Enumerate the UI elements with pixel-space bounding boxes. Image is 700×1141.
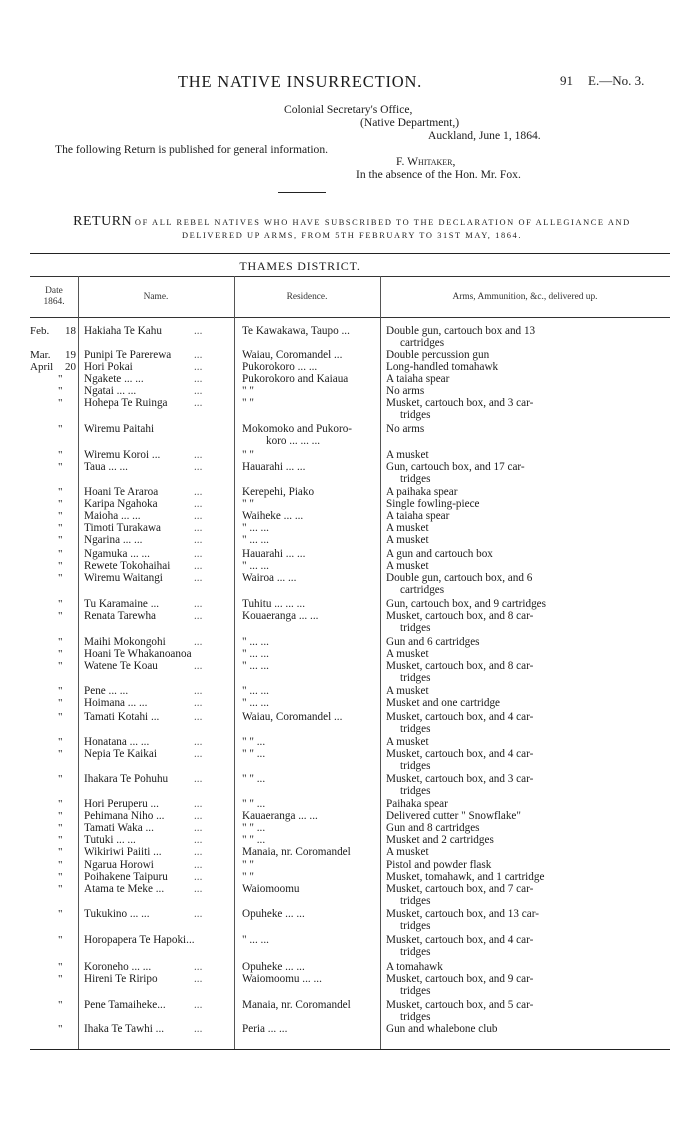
- row-name: Tamati Kotahi ...: [84, 711, 160, 723]
- row-name: Hoani Te Whakanoanoa: [84, 648, 192, 660]
- row-date: ": [58, 572, 63, 584]
- row-residence: Tuhitu ... ... ...: [242, 598, 306, 610]
- row-name: Hoimana ... ...: [84, 697, 148, 709]
- row-date: ": [58, 685, 63, 697]
- row-arms: Double gun, cartouch box, and 6: [386, 572, 533, 584]
- row-date: ": [58, 1023, 63, 1035]
- row-name: Tu Karamaine ...: [84, 598, 160, 610]
- name-leader-dots: ...: [194, 522, 203, 534]
- name-leader-dots: ...: [194, 999, 203, 1011]
- row-residence: " ... ...: [242, 560, 269, 572]
- row-arms-continued: tridges: [400, 408, 431, 421]
- row-arms: A paihaka spear: [386, 486, 458, 498]
- row-residence: " " ...: [242, 773, 266, 785]
- row-name: Atama te Meke ...: [84, 883, 165, 895]
- name-leader-dots: ...: [194, 660, 203, 672]
- row-arms: Double gun, cartouch box and 13: [386, 325, 536, 337]
- row-residence: " ... ...: [242, 934, 269, 946]
- column-header-name: Name.: [143, 291, 169, 302]
- name-leader-dots: ...: [194, 385, 203, 397]
- row-residence: " ": [242, 397, 254, 409]
- name-leader-dots: ...: [194, 883, 203, 895]
- row-date: ": [58, 522, 63, 534]
- row-residence: " ": [242, 498, 254, 510]
- row-name: Wiremu Waitangi: [84, 572, 163, 584]
- name-leader-dots: ...: [194, 397, 203, 409]
- row-name: Rewete Tokohaihai: [84, 560, 171, 572]
- row-arms-continued: tridges: [400, 621, 431, 634]
- row-name: Karipa Ngahoka: [84, 498, 158, 510]
- name-leader-dots: ...: [194, 560, 203, 572]
- row-date: ": [58, 748, 63, 760]
- office-line-3: Auckland, June 1, 1864.: [428, 129, 541, 142]
- row-residence: Kerepehi, Piako: [242, 486, 315, 498]
- name-leader-dots: ...: [194, 449, 203, 461]
- row-residence: Hauarahi ... ...: [242, 548, 306, 560]
- row-date: ": [58, 510, 63, 522]
- row-residence: Waiomoomu: [242, 883, 300, 895]
- row-name: Maihi Mokongohi: [84, 636, 166, 648]
- name-leader-dots: ...: [194, 846, 203, 858]
- row-residence: Manaia, nr. Coromandel: [242, 846, 351, 858]
- row-name: Hori Pokai: [84, 361, 133, 373]
- row-arms: A musket: [386, 534, 429, 546]
- name-leader-dots: ...: [194, 610, 203, 622]
- row-arms-continued: tridges: [400, 722, 431, 735]
- date-month: April: [30, 361, 54, 373]
- row-name: Renata Tarewha: [84, 610, 157, 622]
- row-name: Ngamuka ... ...: [84, 548, 150, 560]
- row-arms: Pistol and powder flask: [386, 859, 492, 871]
- row-date: ": [58, 373, 63, 385]
- row-name: Punipi Te Parerewa: [84, 349, 172, 361]
- row-arms: A taiaha spear: [386, 373, 450, 385]
- row-arms: A taiaha spear: [386, 510, 450, 522]
- row-arms: Musket, cartouch box, and 8 car-: [386, 610, 534, 622]
- row-residence: " ": [242, 385, 254, 397]
- office-line-1: Colonial Secretary's Office,: [284, 103, 413, 116]
- row-residence: " " ...: [242, 822, 266, 834]
- row-arms: Musket, cartouch box, and 13 car-: [386, 908, 539, 920]
- row-arms: Musket, cartouch box, and 4 car-: [386, 748, 534, 760]
- name-leader-dots: ...: [194, 859, 203, 871]
- row-arms: A musket: [386, 685, 429, 697]
- row-date: ": [58, 449, 63, 461]
- row-arms: Musket, cartouch box, and 9 car-: [386, 973, 534, 985]
- row-name: Hakiaha Te Kahu: [84, 325, 162, 337]
- row-arms-continued: tridges: [400, 945, 431, 958]
- row-residence: " " ...: [242, 748, 266, 760]
- row-arms: Gun, cartouch box, and 9 cartridges: [386, 598, 546, 610]
- column-header-arms: Arms, Ammunition, &c., delivered up.: [452, 291, 598, 302]
- row-name: Taua ... ...: [84, 461, 128, 473]
- date-day: 19: [65, 349, 76, 361]
- row-arms: A musket: [386, 846, 429, 858]
- row-arms: A musket: [386, 736, 429, 748]
- row-date: ": [58, 773, 63, 785]
- row-date: ": [58, 711, 63, 723]
- row-arms: A musket: [386, 449, 429, 461]
- column-divider: [78, 276, 79, 1049]
- date-header-line-1: Date: [45, 286, 63, 296]
- row-name: Poihakene Taipuru: [84, 871, 168, 883]
- row-arms-continued: tridges: [400, 894, 431, 907]
- row-arms-continued: cartridges: [400, 583, 445, 596]
- row-name: Wikiriwi Paiiti ...: [84, 846, 162, 858]
- row-date: ": [58, 534, 63, 546]
- name-leader-dots: ...: [194, 973, 203, 985]
- row-residence: Waiomoomu ... ...: [242, 973, 322, 985]
- row-name: Hoani Te Araroa: [84, 486, 159, 498]
- return-lead: RETURN: [73, 214, 133, 229]
- row-residence: " ... ...: [242, 648, 269, 660]
- name-leader-dots: ...: [194, 1023, 203, 1035]
- row-residence: " ... ...: [242, 522, 269, 534]
- name-leader-dots: ...: [194, 961, 203, 973]
- date-day: 18: [65, 325, 76, 337]
- row-name: Pene Tamaiheke...: [84, 999, 166, 1011]
- table-header: [30, 276, 670, 318]
- document-reference: E.—No. 3.: [588, 73, 645, 88]
- name-leader-dots: ...: [194, 510, 203, 522]
- row-arms: Musket and 2 cartridges: [386, 834, 494, 846]
- row-arms-continued: tridges: [400, 759, 431, 772]
- row-arms-continued: tridges: [400, 1010, 431, 1023]
- row-date: ": [58, 423, 63, 435]
- row-arms: A musket: [386, 560, 429, 572]
- row-arms: A tomahawk: [386, 961, 443, 973]
- row-residence: Peria ... ...: [242, 1023, 288, 1035]
- row-date: ": [58, 461, 63, 473]
- district-heading: THAMES DISTRICT.: [239, 259, 361, 273]
- row-arms-continued: tridges: [400, 919, 431, 932]
- row-name: Hireni Te Riripo: [84, 973, 158, 985]
- row-arms: No arms: [386, 423, 425, 435]
- column-divider: [234, 276, 235, 1049]
- name-leader-dots: ...: [194, 697, 203, 709]
- row-date: ": [58, 908, 63, 920]
- row-date: ": [58, 598, 63, 610]
- row-residence: " ": [242, 449, 254, 461]
- row-date: ": [58, 486, 63, 498]
- row-date: ": [58, 822, 63, 834]
- date-day: 20: [65, 361, 76, 373]
- row-arms: Gun, cartouch box, and 17 car-: [386, 461, 525, 473]
- row-date: ": [58, 397, 63, 409]
- name-leader-dots: ...: [194, 498, 203, 510]
- row-arms: Long-handled tomahawk: [386, 361, 499, 373]
- row-date: ": [58, 859, 63, 871]
- row-residence: " " ...: [242, 736, 266, 748]
- row-date: ": [58, 961, 63, 973]
- row-residence: Wairoa ... ...: [242, 572, 297, 584]
- name-leader-dots: ...: [194, 598, 203, 610]
- row-date: ": [58, 798, 63, 810]
- row-name: Koroneho ... ...: [84, 961, 152, 973]
- row-arms: Musket and one cartridge: [386, 697, 501, 709]
- row-date: ": [58, 871, 63, 883]
- date-header-line-2: 1864.: [43, 297, 65, 307]
- row-name: Tutuki ... ...: [84, 834, 136, 846]
- name-leader-dots: ...: [194, 349, 203, 361]
- row-residence: " ": [242, 859, 254, 871]
- row-residence: Opuheke ... ...: [242, 908, 305, 920]
- row-name: Pene ... ...: [84, 685, 129, 697]
- page-header: [0, 72, 700, 92]
- column-header-date: [30, 277, 78, 317]
- name-leader-dots: ...: [194, 548, 203, 560]
- row-residence: " ... ...: [242, 534, 269, 546]
- row-arms: No arms: [386, 385, 425, 397]
- date-month: Mar.: [30, 349, 51, 361]
- row-name: Ngarina ... ...: [84, 534, 143, 546]
- row-date: ": [58, 883, 63, 895]
- row-arms-continued: tridges: [400, 472, 431, 485]
- name-leader-dots: ...: [194, 711, 203, 723]
- row-arms: A musket: [386, 648, 429, 660]
- row-name: Ngakete ... ...: [84, 373, 144, 385]
- row-name: Nepia Te Kaikai: [84, 748, 157, 760]
- row-residence: Manaia, nr. Coromandel: [242, 999, 351, 1011]
- row-date: ": [58, 636, 63, 648]
- row-arms: Gun and 8 cartridges: [386, 822, 480, 834]
- row-residence: Kouaeranga ... ...: [242, 610, 319, 622]
- name-leader-dots: ...: [194, 361, 203, 373]
- name-leader-dots: ...: [194, 636, 203, 648]
- row-name: Ihaka Te Tawhi ...: [84, 1023, 165, 1035]
- row-name: Pehimana Niho ...: [84, 810, 165, 822]
- row-residence: Opuheke ... ...: [242, 961, 305, 973]
- row-date: ": [58, 498, 63, 510]
- signatory-name: F. Whitaker,: [396, 155, 456, 168]
- bottom-rule: [30, 1049, 670, 1050]
- name-leader-dots: ...: [194, 810, 203, 822]
- row-arms: Delivered cutter " Snowflake": [386, 810, 521, 822]
- row-date: ": [58, 973, 63, 985]
- signatory-note: In the absence of the Hon. Mr. Fox.: [356, 168, 521, 181]
- row-arms: Musket, cartouch box, and 4 car-: [386, 711, 534, 723]
- row-residence: " ... ...: [242, 636, 269, 648]
- row-residence: Hauarahi ... ...: [242, 461, 306, 473]
- office-line-2: (Native Department,): [360, 116, 460, 129]
- row-arms: A gun and cartouch box: [386, 548, 493, 560]
- name-leader-dots: ...: [194, 534, 203, 546]
- row-residence: " ": [242, 871, 254, 883]
- name-leader-dots: ...: [194, 822, 203, 834]
- row-residence: " ... ...: [242, 685, 269, 697]
- name-leader-dots: ...: [194, 773, 203, 785]
- row-name: Hori Peruperu ...: [84, 798, 159, 810]
- page-number: 91: [560, 73, 573, 88]
- row-residence: Kauaeranga ... ...: [242, 810, 318, 822]
- name-leader-dots: ...: [194, 798, 203, 810]
- row-date: ": [58, 736, 63, 748]
- name-leader-dots: ...: [194, 685, 203, 697]
- row-date: ": [58, 660, 63, 672]
- name-leader-dots: ...: [194, 461, 203, 473]
- return-title-line-2: DELIVERED UP ARMS, FROM 5TH FEBRUARY TO 31ST MAY, 1864.: [181, 231, 523, 240]
- row-name: Timoti Turakawa: [84, 522, 161, 534]
- row-arms-continued: cartridges: [400, 336, 445, 349]
- row-name: Hohepa Te Ruinga: [84, 397, 168, 409]
- row-arms: Musket, tomahawk, and 1 cartridge: [386, 871, 545, 883]
- row-arms: Gun and whalebone club: [386, 1023, 498, 1035]
- row-date: ": [58, 846, 63, 858]
- row-arms: Paihaka spear: [386, 798, 448, 810]
- row-residence: " ... ...: [242, 697, 269, 709]
- row-residence: " " ...: [242, 798, 266, 810]
- date-month: Feb.: [30, 325, 50, 337]
- page-title: THE NATIVE INSURRECTION.: [177, 72, 423, 91]
- intro-text: The following Return is published for general information.: [55, 143, 329, 156]
- name-leader-dots: ...: [194, 908, 203, 920]
- name-leader-dots: ...: [194, 486, 203, 498]
- name-leader-dots: ...: [194, 871, 203, 883]
- row-date: ": [58, 810, 63, 822]
- row-residence: " ... ...: [242, 660, 269, 672]
- row-date: ": [58, 697, 63, 709]
- row-arms: Double percussion gun: [386, 349, 490, 361]
- row-residence: Waiau, Coromandel ...: [242, 349, 343, 361]
- row-residence: Waiau, Coromandel ...: [242, 711, 343, 723]
- row-arms-continued: tridges: [400, 784, 431, 797]
- row-arms: Musket, cartouch box, and 4 car-: [386, 934, 534, 946]
- row-name: Wiremu Paitahi: [84, 423, 155, 435]
- row-arms-continued: tridges: [400, 984, 431, 997]
- row-date: ": [58, 610, 63, 622]
- row-arms: Musket, cartouch box, and 8 car-: [386, 660, 534, 672]
- row-name: Maioha ... ...: [84, 510, 141, 522]
- row-name: Horopapera Te Hapoki...: [84, 934, 195, 946]
- row-name: Watene Te Koau: [84, 660, 158, 672]
- column-header-residence: Residence.: [286, 291, 328, 302]
- row-arms: Musket, cartouch box, and 5 car-: [386, 999, 534, 1011]
- row-date: ": [58, 548, 63, 560]
- row-residence: Te Kawakawa, Taupo ...: [242, 325, 350, 337]
- row-residence: Mokomoko and Pukoro-: [242, 423, 353, 435]
- name-leader-dots: ...: [194, 572, 203, 584]
- row-name: Tukukino ... ...: [84, 908, 150, 920]
- row-name: Honatana ... ...: [84, 736, 150, 748]
- name-leader-dots: ...: [194, 736, 203, 748]
- row-residence-continued: koro ... ... ...: [266, 435, 321, 447]
- name-leader-dots: ...: [194, 373, 203, 385]
- row-date: ": [58, 560, 63, 572]
- row-arms-continued: tridges: [400, 671, 431, 684]
- row-date: ": [58, 385, 63, 397]
- row-date: ": [58, 999, 63, 1011]
- row-residence: Waiheke ... ...: [242, 510, 304, 522]
- name-leader-dots: ...: [194, 834, 203, 846]
- return-title-line-1: OF ALL REBEL NATIVES WHO HAVE SUBSCRIBED TO THE DECLARATION OF ALLEGIANCE AND: [134, 218, 631, 227]
- row-name: Ngatai ... ...: [84, 385, 137, 397]
- row-name: Ngarua Horowi: [84, 859, 154, 871]
- row-arms: Gun and 6 cartridges: [386, 636, 480, 648]
- row-name: Tamati Waka ...: [84, 822, 154, 834]
- row-arms: Musket, cartouch box, and 7 car-: [386, 883, 534, 895]
- row-date: ": [58, 648, 63, 660]
- row-arms: Single fowling-piece: [386, 498, 480, 510]
- row-arms: A musket: [386, 522, 429, 534]
- return-title: [32, 215, 672, 242]
- row-arms: Musket, cartouch box, and 3 car-: [386, 773, 534, 785]
- row-residence: Pukorokoro ... ...: [242, 361, 318, 373]
- row-date: ": [58, 934, 63, 946]
- title-rule: [30, 253, 670, 254]
- row-date: ": [58, 834, 63, 846]
- row-residence: " " ...: [242, 834, 266, 846]
- row-name: Wiremu Koroi ...: [84, 449, 161, 461]
- name-leader-dots: ...: [194, 748, 203, 760]
- row-arms: Musket, cartouch box, and 3 car-: [386, 397, 534, 409]
- separator-rule: [278, 192, 326, 193]
- name-leader-dots: ...: [194, 325, 203, 337]
- row-name: Ihakara Te Pohuhu: [84, 773, 169, 785]
- row-residence: Pukorokoro and Kaiaua: [242, 373, 349, 385]
